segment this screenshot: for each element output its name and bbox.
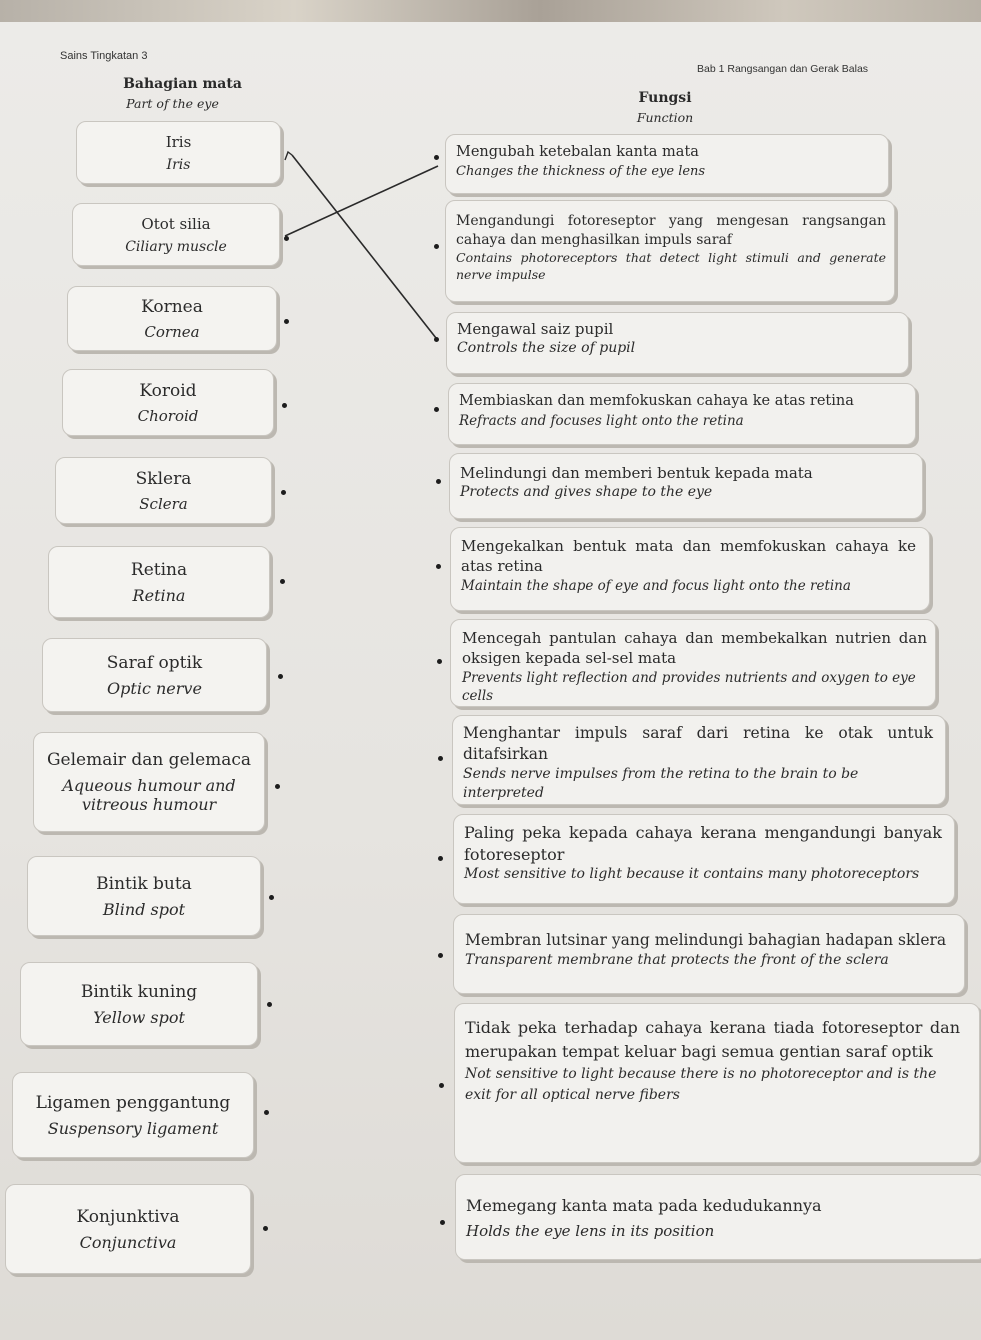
function-dot[interactable] <box>438 856 443 861</box>
part-name-ms: Bintik kuning <box>80 981 198 1002</box>
part-heading-en: Part of the eye <box>126 96 219 111</box>
function-ms: Paling peka kepada cahaya kerana mengandungi banyak fotoreseptor <box>464 823 942 864</box>
function-en: Changes the thickness of the eye lens <box>456 163 706 179</box>
part-name-ms: Iris <box>165 132 192 151</box>
tick-mark-icon <box>285 152 292 160</box>
part-name-en: Iris <box>166 156 191 173</box>
function-dot[interactable] <box>439 1083 444 1088</box>
part-dot[interactable] <box>284 236 289 241</box>
function-ms: Mengekalkan bentuk mata dan memfokuskan cahaya ke atas retina <box>461 537 916 576</box>
function-dot[interactable] <box>440 1220 445 1225</box>
part-dot[interactable] <box>267 1002 272 1007</box>
function-dot[interactable] <box>434 407 439 412</box>
function-en: Sends nerve impulses from the retina to the brain to be interpreted <box>463 765 859 801</box>
part-dot[interactable] <box>282 403 287 408</box>
part-name-en: Sclera <box>139 494 188 513</box>
function-en: Most sensitive to light because it contains many photoreceptors <box>464 866 920 883</box>
function-ms: Mengawal saiz pupil <box>457 320 614 338</box>
function-ms: Tidak peka terhadap cahaya kerana tiada fotoreseptor dan merupakan tempat keluar bagi semua gentian saraf optik <box>465 1018 960 1061</box>
part-name-ms: Kornea <box>141 296 203 317</box>
part-name-ms: Saraf optik <box>106 652 203 673</box>
match-line-iris-to-pupil-size <box>292 155 436 338</box>
function-en: Holds the eye lens in its position <box>466 1222 715 1241</box>
function-en: Maintain the shape of eye and focus light onto the retina <box>461 577 851 594</box>
function-heading-ms: Fungsi <box>638 90 692 106</box>
function-ms: Melindungi dan memberi bentuk kepada mata <box>460 464 813 482</box>
function-dot[interactable] <box>438 953 443 958</box>
part-name-en: Yellow spot <box>93 1007 185 1027</box>
part-dot[interactable] <box>284 319 289 324</box>
part-name-en: Choroid <box>137 406 199 425</box>
function-en: Refracts and focuses light onto the retina <box>459 412 744 429</box>
function-ms: Membiaskan dan memfokuskan cahaya ke atas retina <box>459 393 854 409</box>
part-name-ms: Sklera <box>135 468 192 489</box>
part-heading-ms: Bahagian mata <box>123 76 242 92</box>
function-dot[interactable] <box>434 244 439 249</box>
part-name-ms: Bintik buta <box>96 873 192 894</box>
part-name-en: Retina <box>132 585 186 605</box>
part-name-ms: Konjunktiva <box>76 1206 180 1227</box>
function-dot[interactable] <box>434 155 439 160</box>
chapter-title: Bab 1 Rangsangan dan Gerak Balas <box>697 63 869 75</box>
function-dot[interactable] <box>434 337 439 342</box>
part-dot[interactable] <box>275 784 280 789</box>
function-dot[interactable] <box>437 659 442 664</box>
book-title: Sains Tingkatan 3 <box>60 50 148 62</box>
function-en: Not sensitive to light because there is no photoreceptor and is the exit for all optical nerve fibers <box>465 1066 937 1103</box>
function-heading-en: Function <box>636 110 694 125</box>
part-name-en: Cornea <box>144 322 200 341</box>
function-ms: Mengubah ketebalan kanta mata <box>456 144 699 160</box>
function-en: Contains photoreceptors that detect light stimuli and generate nerve impulse <box>456 249 886 282</box>
part-name-ms: Gelemair dan gelemaca <box>46 750 252 770</box>
part-name-en: Aqueous humour and vitreous humour <box>62 776 236 814</box>
function-en: Protects and gives shape to the eye <box>460 484 713 501</box>
function-ms: Menghantar impuls saraf dari retina ke otak untuk ditafsirkan <box>463 724 933 763</box>
part-dot[interactable] <box>264 1110 269 1115</box>
part-dot[interactable] <box>269 895 274 900</box>
part-name-en: Optic nerve <box>107 678 202 698</box>
part-dot[interactable] <box>281 490 286 495</box>
part-dot[interactable] <box>278 674 283 679</box>
part-name-en: Ciliary muscle <box>125 238 227 255</box>
function-ms: Mengandungi fotoreseptor yang mengesan rangsangan cahaya dan menghasilkan impuls saraf <box>456 213 886 248</box>
function-ms: Memegang kanta mata pada kedudukannya <box>466 1196 822 1215</box>
part-name-en: Blind spot <box>102 899 186 919</box>
part-name-ms: Retina <box>130 559 188 580</box>
part-name-en: Suspensory ligament <box>47 1118 219 1138</box>
function-en: Prevents light reflection and provides nutrients and oxygen to eye cells <box>462 669 916 704</box>
function-dot[interactable] <box>436 479 441 484</box>
part-name-ms: Koroid <box>139 380 197 401</box>
function-en: Transparent membrane that protects the front of the sclera <box>465 951 889 968</box>
part-dot[interactable] <box>263 1226 268 1231</box>
part-name-ms: Otot silia <box>141 214 211 233</box>
part-name-ms: Ligamen penggantung <box>35 1092 231 1113</box>
function-en: Controls the size of pupil <box>457 340 636 357</box>
function-ms: Mencegah pantulan cahaya dan membekalkan nutrien dan oksigen kepada sel-sel mata <box>462 629 927 668</box>
function-dot[interactable] <box>438 756 443 761</box>
part-name-en: Conjunctiva <box>79 1232 177 1252</box>
part-dot[interactable] <box>280 579 285 584</box>
function-ms: Membran lutsinar yang melindungi bahagian hadapan sklera <box>465 931 947 949</box>
function-dot[interactable] <box>436 564 441 569</box>
